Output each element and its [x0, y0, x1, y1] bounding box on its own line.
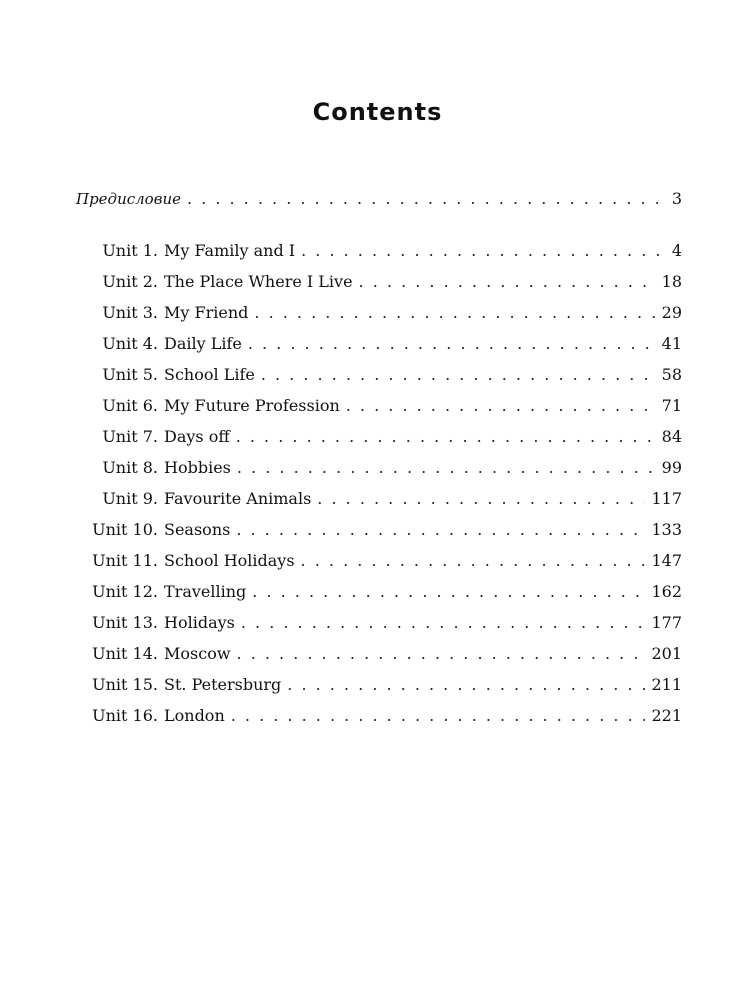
toc-entry-page: 117: [651, 489, 682, 508]
toc-entry-title: School Life: [164, 365, 255, 384]
toc-entry-title: Favourite Animals: [164, 489, 312, 508]
dot-leader: [237, 642, 646, 666]
page-title: Contents: [312, 98, 443, 126]
toc-entry-page: 3: [671, 189, 682, 208]
toc-entry-number: Unit 2.: [102, 272, 158, 291]
toc-entry[interactable]: [76, 642, 682, 666]
toc-entry-page: 41: [661, 334, 682, 353]
dot-leader: [241, 611, 646, 635]
toc-entry[interactable]: [76, 270, 682, 294]
toc-entry-page: 162: [651, 582, 682, 601]
toc-entry-number: Unit 5.: [102, 365, 158, 384]
toc-entry-preface[interactable]: [76, 187, 682, 211]
toc-entry-page: 71: [661, 396, 682, 415]
toc-entry[interactable]: [76, 549, 682, 573]
toc-entry-title: The Place Where I Live: [164, 272, 353, 291]
toc-entry-number: Unit 11.: [92, 551, 158, 570]
toc-entry-title: Holidays: [164, 613, 235, 632]
toc-entry-title: Предисловие: [76, 190, 181, 208]
dot-leader: [301, 549, 646, 573]
dot-leader: [359, 270, 656, 294]
toc-entry[interactable]: [76, 611, 682, 635]
dot-leader: [236, 425, 656, 449]
toc-entry-title: School Holidays: [164, 551, 295, 570]
dot-leader: [231, 704, 646, 728]
dot-leader: [287, 673, 645, 697]
toc-entry[interactable]: [76, 704, 682, 728]
toc-entry-page: 99: [661, 458, 682, 477]
toc-entry-number: Unit 16.: [92, 706, 158, 725]
toc-entry-number: Unit 15.: [92, 675, 158, 694]
dot-leader: [252, 580, 645, 604]
toc-entry-title: My Future Profession: [164, 396, 340, 415]
dot-leader: [301, 239, 666, 263]
toc-entry-title: Daily Life: [164, 334, 242, 353]
toc-entry-number: Unit 14.: [92, 644, 158, 663]
toc-entry-page: 211: [651, 675, 682, 694]
toc-entry[interactable]: [76, 394, 682, 418]
toc-entry-title: Days off: [164, 427, 230, 446]
toc-entry-number: Unit 12.: [92, 582, 158, 601]
toc-entry-number: Unit 1.: [102, 241, 158, 260]
toc-entry[interactable]: [76, 425, 682, 449]
toc-entry-number: Unit 3.: [102, 303, 158, 322]
toc-entry-title: St. Petersburg: [164, 675, 282, 694]
toc-entry-number: Unit 4.: [102, 334, 158, 353]
toc-entry-title: London: [164, 706, 225, 725]
toc-entry[interactable]: [76, 332, 682, 356]
toc-entry-page: 18: [661, 272, 682, 291]
dot-leader: [248, 332, 656, 356]
toc-entry[interactable]: [76, 518, 682, 542]
toc-entry-page: 4: [671, 241, 682, 260]
toc-entry-title: Moscow: [164, 644, 231, 663]
toc-entry[interactable]: [76, 580, 682, 604]
toc-entry[interactable]: [76, 239, 682, 263]
toc-entry-number: Unit 7.: [102, 427, 158, 446]
toc-entry-page: 201: [651, 644, 682, 663]
toc-entry-page: 177: [651, 613, 682, 632]
toc-entry-page: 58: [661, 365, 682, 384]
toc-entry-number: Unit 10.: [92, 520, 158, 539]
toc-entry-title: Travelling: [164, 582, 247, 601]
toc-entry[interactable]: [76, 487, 682, 511]
toc-entry-page: 221: [651, 706, 682, 725]
toc-entry-page: 147: [651, 551, 682, 570]
toc-entry-page: 133: [651, 520, 682, 539]
toc-entry-page: 84: [661, 427, 682, 446]
toc-entry-title: My Friend: [164, 303, 249, 322]
dot-leader: [236, 518, 645, 542]
toc-entry-page: 29: [661, 303, 682, 322]
dot-leader: [317, 487, 645, 511]
dot-leader: [261, 363, 656, 387]
toc-entry[interactable]: [76, 673, 682, 697]
toc-entry[interactable]: [76, 456, 682, 480]
toc-entry[interactable]: [76, 301, 682, 325]
dot-leader: [237, 456, 656, 480]
dot-leader: [187, 187, 666, 211]
toc-entry-number: Unit 8.: [102, 458, 158, 477]
toc-entry-number: Unit 13.: [92, 613, 158, 632]
toc-entry-title: Hobbies: [164, 458, 231, 477]
dot-leader: [346, 394, 656, 418]
toc-entry[interactable]: [76, 363, 682, 387]
toc-entry-title: My Family and I: [164, 241, 296, 260]
toc-entry-title: Seasons: [164, 520, 231, 539]
toc-entry-number: Unit 6.: [102, 396, 158, 415]
dot-leader: [254, 301, 655, 325]
toc-entry-number: Unit 9.: [102, 489, 158, 508]
